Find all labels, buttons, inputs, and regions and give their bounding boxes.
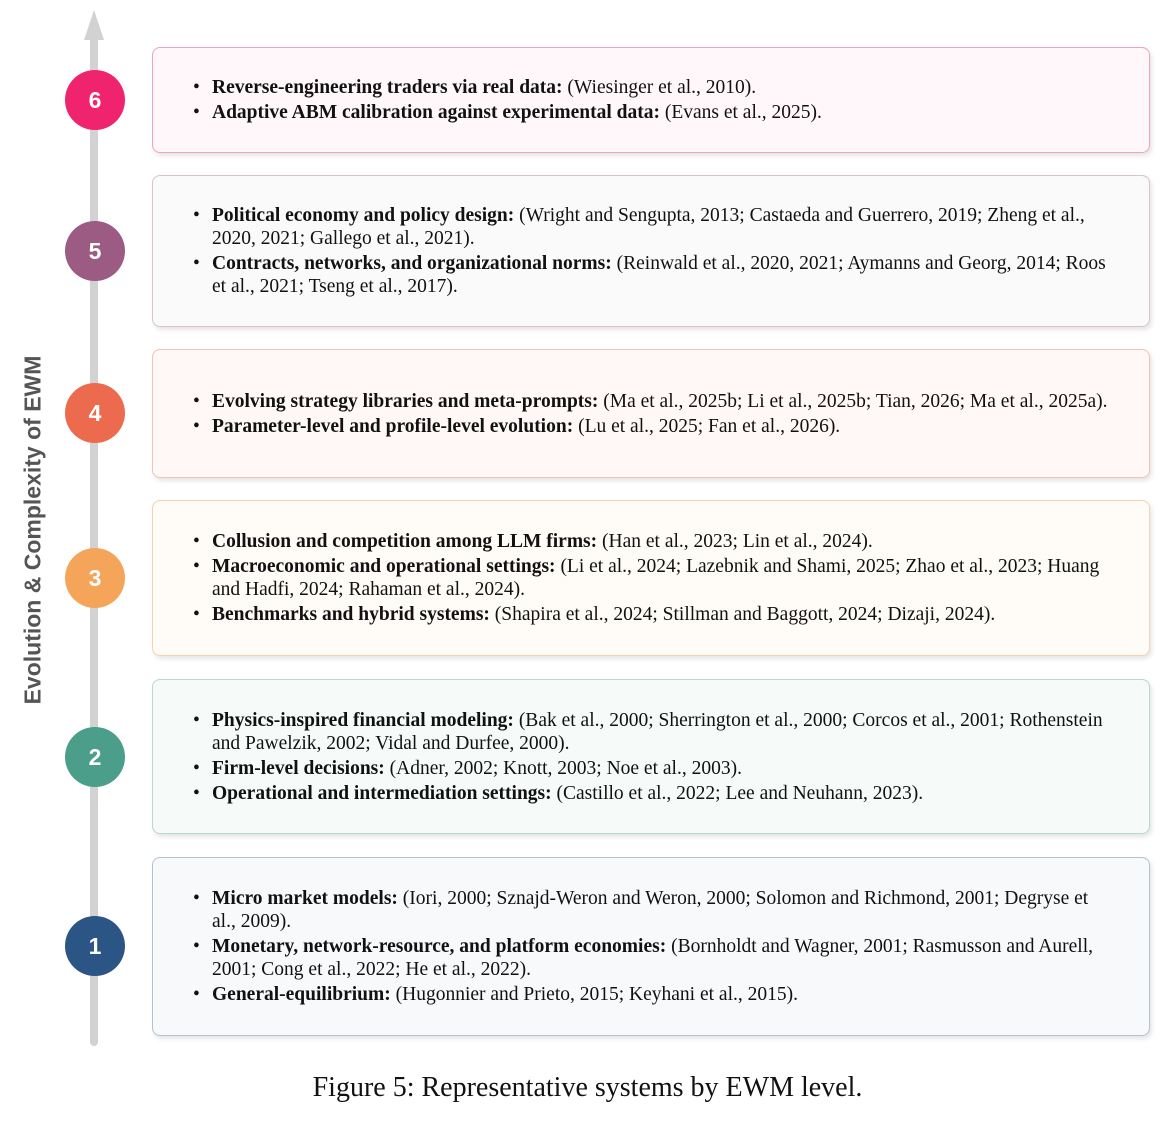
level-number: 4 bbox=[88, 399, 102, 426]
timeline-axis bbox=[90, 30, 98, 1046]
item-refs: (Li et al., 2024; Lazebnik and Shami, 2025; Zhao et al., 2023; Huang and Hadfi, 2024; Rahaman et al., 2024). bbox=[212, 556, 1100, 600]
item-title: Adaptive ABM calibration against experimental data: bbox=[212, 102, 660, 123]
level-number: 6 bbox=[88, 86, 102, 113]
item-refs: (Castillo et al., 2022; Lee and Neuhann, 2023). bbox=[556, 782, 924, 804]
level-number: 1 bbox=[88, 932, 102, 959]
list-item bbox=[193, 887, 1109, 933]
level-node-3 bbox=[65, 548, 125, 608]
level-box-2 bbox=[152, 679, 1150, 834]
list-item bbox=[193, 252, 1109, 298]
item-refs: (Hugonnier and Prieto, 2015; Keyhani et al., 2015). bbox=[395, 984, 798, 1005]
figure-caption: Figure 5: Representative systems by EWM level. bbox=[312, 1072, 863, 1103]
item-refs: (Iori, 2000; Sznajd-Weron and Weron, 2000; Solomon and Richmond, 2001; Degryse et al., 2009). bbox=[212, 888, 1089, 932]
item-refs: (Han et al., 2023; Lin et al., 2024). bbox=[602, 531, 873, 552]
arrow-up-icon bbox=[84, 10, 104, 40]
item-refs: (Lu et al., 2025; Fan et al., 2026). bbox=[578, 415, 841, 437]
list-item bbox=[193, 390, 1107, 413]
level-number: 3 bbox=[88, 564, 102, 591]
item-refs: (Bak et al., 2000; Sherrington et al., 2000; Corcos et al., 2001; Rothenstein and Pawelzik, 2002; Vidal and Durfee, 2000). bbox=[212, 709, 1103, 754]
item-refs: (Adner, 2002; Knott, 2003; Noe et al., 2003). bbox=[389, 757, 742, 779]
list-item bbox=[193, 415, 1107, 438]
item-refs: (Reinwald et al., 2020, 2021; Aymanns and Georg, 2014; Roos et al., 2021; Tseng et al., 2017). bbox=[212, 253, 1106, 297]
list-item bbox=[193, 603, 1109, 626]
item-list bbox=[193, 885, 1109, 1008]
level-box-1 bbox=[152, 857, 1150, 1036]
list-item bbox=[193, 983, 1109, 1006]
level-number: 2 bbox=[88, 743, 102, 770]
item-refs: (Shapira et al., 2024; Stillman and Baggott, 2024; Dizaji, 2024). bbox=[494, 604, 996, 625]
level-node-5 bbox=[65, 221, 125, 281]
item-title: Operational and intermediation settings: bbox=[212, 782, 552, 804]
item-refs: (Ma et al., 2025b; Li et al., 2025b; Tian, 2026; Ma et al., 2025a). bbox=[603, 390, 1108, 412]
item-title: Macroeconomic and operational settings: bbox=[212, 556, 556, 577]
axis-label: Evolution & Complexity of EWM bbox=[19, 355, 46, 705]
item-refs: (Bornholdt and Wagner, 2001; Rasmusson and Aurell, 2001; Cong et al., 2022; He et al., 2022). bbox=[212, 936, 1093, 980]
item-title: General-equilibrium: bbox=[212, 984, 391, 1005]
item-title: Reverse-engineering traders via real data: bbox=[212, 77, 563, 98]
level-box-3 bbox=[152, 500, 1150, 656]
level-number: 5 bbox=[88, 237, 102, 264]
level-box-5 bbox=[152, 175, 1150, 327]
level-node-4 bbox=[65, 383, 125, 443]
item-title: Contracts, networks, and organizational norms: bbox=[212, 253, 612, 274]
level-node-6 bbox=[65, 70, 125, 130]
level-node-1 bbox=[65, 916, 125, 976]
item-title: Physics-inspired financial modeling: bbox=[212, 709, 514, 731]
level-box-4 bbox=[152, 349, 1150, 478]
item-list bbox=[193, 388, 1107, 440]
list-item bbox=[193, 101, 822, 124]
item-title: Political economy and policy design: bbox=[212, 205, 515, 226]
item-list bbox=[193, 707, 1109, 807]
list-item bbox=[193, 76, 822, 99]
item-title: Micro market models: bbox=[212, 888, 398, 909]
list-item bbox=[193, 530, 1109, 553]
item-refs: (Evans et al., 2025). bbox=[664, 102, 822, 123]
item-list bbox=[193, 74, 822, 126]
level-node-2 bbox=[65, 727, 125, 787]
item-list bbox=[193, 202, 1109, 300]
item-title: Firm-level decisions: bbox=[212, 757, 385, 779]
item-title: Parameter-level and profile-level evolution: bbox=[212, 415, 574, 437]
item-refs: (Wright and Sengupta, 2013; Castaeda and Guerrero, 2019; Zheng et al., 2020, 2021; Gallego et al., 2021). bbox=[212, 205, 1085, 249]
list-item bbox=[193, 757, 1109, 780]
list-item bbox=[193, 204, 1109, 250]
list-item bbox=[193, 709, 1109, 755]
item-list bbox=[193, 528, 1109, 628]
level-box-6 bbox=[152, 47, 1150, 153]
item-refs: (Wiesinger et al., 2010). bbox=[567, 77, 757, 98]
item-title: Benchmarks and hybrid systems: bbox=[212, 604, 490, 625]
item-title: Collusion and competition among LLM firms: bbox=[212, 531, 598, 552]
list-item bbox=[193, 935, 1109, 981]
item-title: Evolving strategy libraries and meta-prompts: bbox=[212, 390, 599, 412]
item-title: Monetary, network-resource, and platform economies: bbox=[212, 936, 667, 957]
list-item bbox=[193, 782, 1109, 805]
list-item bbox=[193, 555, 1109, 601]
